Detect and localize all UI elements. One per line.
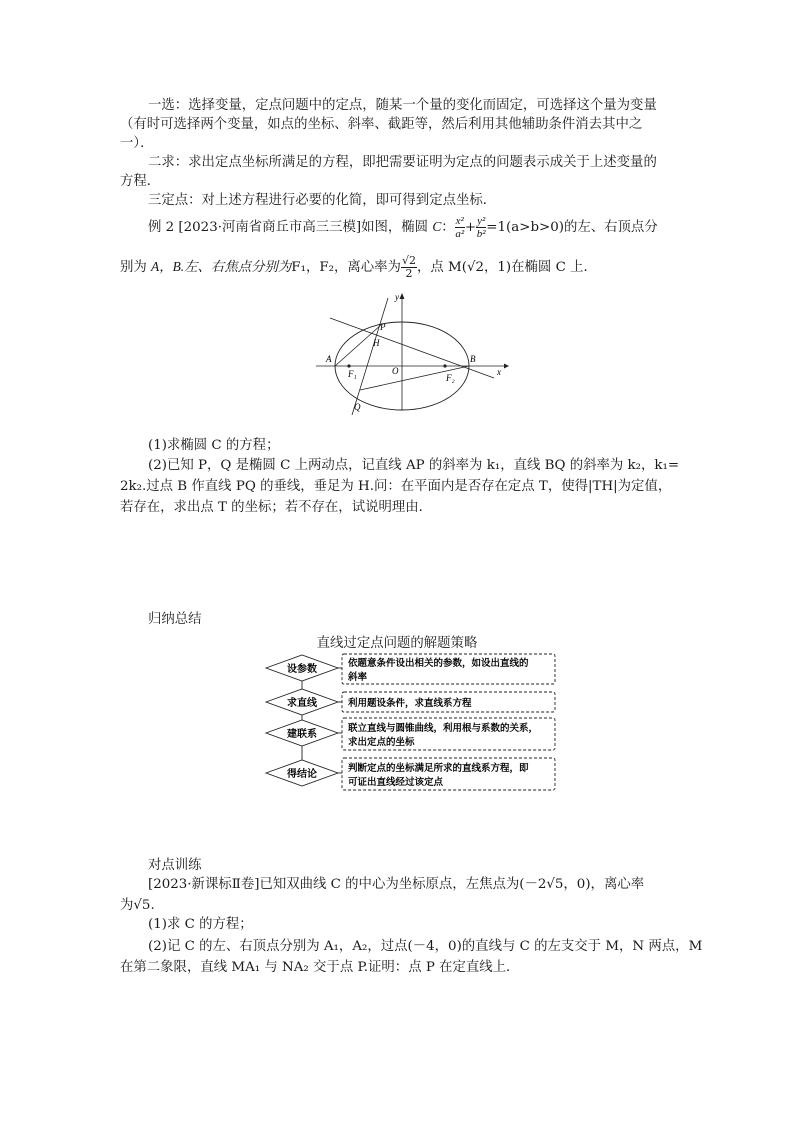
b-squared: b² [476,228,486,240]
strategy-flowchart [262,652,562,794]
a-squared: a² [455,228,465,240]
line-pq [352,298,388,415]
label-b: B [470,354,476,364]
label-f1: F₁ [348,369,357,379]
step-3-text-1: 联立直线与圆锥曲线，利用根与系数的关系， [348,723,539,734]
step-4-text-2: 可证出直线经过该定点 [348,777,444,788]
focus-f1-dot [347,364,350,367]
step-3-label: 建联系 [287,729,317,740]
step-4-label: 得结论 [287,769,317,780]
x-axis-arrow [504,364,509,369]
point-m-sqrt: √2 [466,260,485,275]
label-y: y [395,292,399,302]
y-axis-arrow [400,293,405,299]
denominator-two: 2 [405,267,413,280]
example-prefix: 例 2 [2023·河南省商丘市高三三模]如图，椭圆 [148,220,429,235]
label-o: O [392,366,399,376]
intro-line-1: 一选：选择变量，定点问题中的定点，随某一个量的变化而固定，可选择这个量为变量 [148,98,657,113]
training-line-1: [2023·新课标Ⅱ卷]已知双曲线 C 的中心为坐标原点，左焦点为(－2√5，0)，离心率 [148,877,645,892]
label-h: H [373,338,380,348]
focus-f2-dot [443,364,446,367]
label-p: P [380,322,386,332]
summary-heading: 归纳总结 [148,612,202,627]
step-1-text-2: 斜率 [348,672,368,683]
question-1: (1)求椭圆 C 的方程； [148,438,280,453]
question-2-line-3: 若存在，求出点 T 的坐标；若不存在，试说明理由． [120,500,433,515]
step-4-text-1: 判断定点的坐标满足所求的直线系方程，即 [348,763,529,774]
example-line-1: 例 2 [2023·河南省商丘市高三三模]如图，椭圆 C： $\frac{\text{x²}}{\text{a²}}$ + $\frac{\text{y²}}{\text{b²}}$ =1(a>b>0)的左、右顶点分 [148,215,658,240]
training-line-2: 为√5. [120,898,155,913]
equation-rest: =1(a>b>0)的左、右顶点分 [486,220,658,235]
step-3-text-2: 求出定点的坐标 [348,737,415,748]
intro-line-5: 方程． [120,174,161,189]
curve-name: C [432,219,442,234]
training-question-2-line-1: (2)记 C 的左、右顶点分别为 A₁，A₂，过点(－4，0)的直线与 C 的左支交于 M，N 两点，M [148,939,703,954]
intro-line-3: 一）． [120,136,154,151]
example-line-2e: ，1)在椭圆 C 上． [484,260,597,275]
label-x: x [497,367,501,377]
step-2-label: 求直线 [287,698,317,709]
example-line-2c: F₁，F₂，离心率为 [291,260,401,275]
y-squared: y² [477,215,486,227]
example-line-2a: 别为 [120,260,147,275]
x-fraction [455,215,465,240]
training-heading: 对点训练 [148,858,202,873]
training-question-2-line-2: 在第二象限，直线 MA₁ 与 NA₂ 交于点 P.证明：点 P 在定直线上． [120,960,520,975]
question-2-line-1: (2)已知 P，Q 是椭圆 C 上两动点，记直线 AP 的斜率为 k₁，直线 BQ 的斜率为 k₂，k₁= [148,458,680,473]
label-q: Q [354,402,361,412]
label-f2: F₂ [446,373,455,383]
intro-line-6: 三定点：对上述方程进行必要的化简，即可得到定点坐标． [148,193,497,208]
x-squared: x² [455,215,464,227]
step-1-label: 设参数 [287,664,317,675]
intro-line-2: （有时可选择两个变量，如点的坐标、斜率、截距等，然后利用其他辅助条件消去其中之 [120,117,643,132]
ellipse-figure [316,290,516,415]
flow-title: 直线过定点问题的解题策略 [316,636,478,651]
eccentricity-fraction [401,255,417,280]
example-line-2 [120,252,680,283]
question-2-line-2: 2k₂.过点 B 作直线 PQ 的垂线，垂足为 H.问：在平面内是否存在定点 T，使得|TH|为定值， [120,479,672,494]
step-1-text-1: 依题意条件设出相关的参数，如设出直线的 [348,658,529,669]
example-line-2d: ，点 M( [416,260,467,275]
y-fraction [476,215,486,240]
example-line-2b: A，B.左、右焦点分别为 [151,259,292,274]
sqrt-two: √2 [401,254,416,267]
step-2-text-1: 利用题设条件，求直线系方程 [348,698,472,709]
training-question-1: (1)求 C 的方程； [148,917,253,932]
label-a: A [326,354,332,364]
intro-line-4: 二求：求出定点坐标所满足的方程，即把需要证明为定点的问题表示成关于上述变量的 [148,155,657,170]
